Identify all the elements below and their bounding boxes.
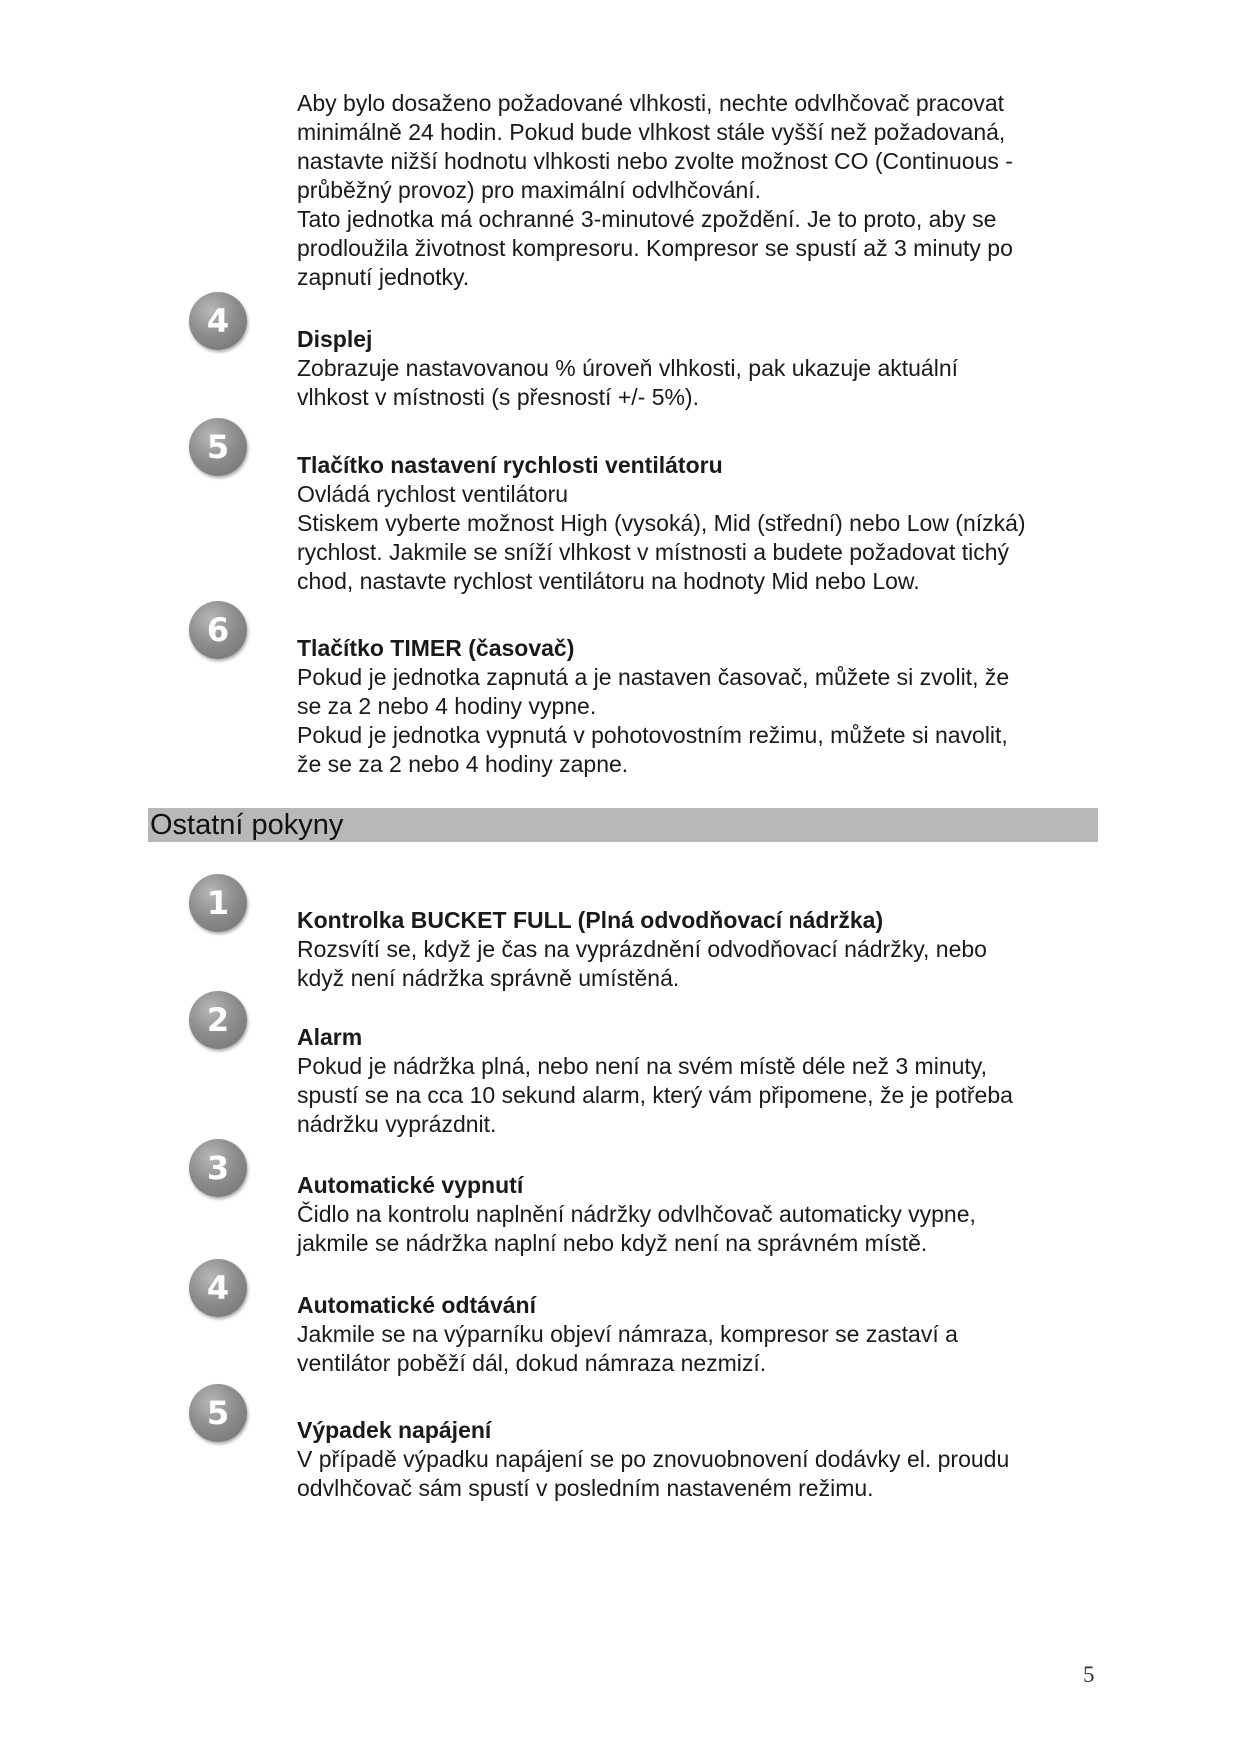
item-line: Pokud je nádržka plná, nebo není na svém místě déle než 3 minuty,: [297, 1053, 987, 1079]
item-line: když není nádržka správně umístěná.: [297, 965, 680, 991]
intro-line: minimálně 24 hodin. Pokud bude vlhkost stále vyšší než požadovaná,: [297, 119, 1006, 145]
item-line: Jakmile se na výparníku objeví námraza, kompresor se zastaví a: [297, 1321, 958, 1347]
number-circle-icon: 4: [189, 1259, 247, 1317]
control-item-display: [297, 325, 1097, 412]
intro-paragraph: [297, 89, 1097, 292]
item-line: Pokud je jednotka vypnutá v pohotovostním režimu, můžete si navolit,: [297, 722, 1008, 748]
intro-line: průběžný provoz) pro maximální odvlhčování.: [297, 177, 762, 203]
number-circle-icon: 6: [189, 601, 247, 659]
item-line: Ovládá rychlost ventilátoru: [297, 481, 569, 507]
number-circle-icon: 5: [189, 418, 247, 476]
intro-line: zapnutí jednotky.: [297, 264, 470, 290]
item-line: Čidlo na kontrolu naplnění nádržky odvlhčovač automaticky vypne,: [297, 1201, 976, 1227]
item-title: Tlačítko TIMER (časovač): [297, 635, 575, 661]
number-circle-icon: 5: [189, 1384, 247, 1442]
item-line: chod, nastavte rychlost ventilátoru na hodnoty Mid nebo Low.: [297, 568, 920, 594]
intro-line: nastavte nižší hodnotu vlhkosti nebo zvolte možnost CO (Continuous -: [297, 148, 1013, 174]
item-title: Tlačítko nastavení rychlosti ventilátoru: [297, 452, 723, 478]
intro-line: Aby bylo dosaženo požadované vlhkosti, nechte odvlhčovač pracovat: [297, 90, 1005, 116]
item-line: spustí se na cca 10 sekund alarm, který vám připomene, že je potřeba: [297, 1082, 1013, 1108]
other-item-alarm: [297, 1023, 1097, 1139]
other-item-auto-defrost: [297, 1291, 1097, 1378]
number-circle-icon: 2: [189, 991, 247, 1049]
item-line: Stiskem vyberte možnost High (vysoká), Mid (střední) nebo Low (nízká): [297, 510, 1026, 536]
item-line: vlhkost v místnosti (s přesností +/- 5%).: [297, 384, 699, 410]
item-line: jakmile se nádržka naplní nebo když není na správném místě.: [297, 1230, 928, 1256]
other-item-auto-off: [297, 1171, 1097, 1258]
item-line: Zobrazuje nastavovanou % úroveň vlhkosti, pak ukazuje aktuální: [297, 355, 959, 381]
item-line: Pokud je jednotka zapnutá a je nastaven časovač, můžete si zvolit, že: [297, 664, 1010, 690]
number-circle-icon: 3: [189, 1139, 247, 1197]
other-item-bucket-full: [297, 906, 1097, 993]
section-header: Ostatní pokyny: [148, 808, 1098, 842]
intro-line: Tato jednotka má ochranné 3-minutové zpoždění. Je to proto, aby se: [297, 206, 997, 232]
item-title: Výpadek napájení: [297, 1417, 492, 1443]
other-item-power-failure: [297, 1416, 1097, 1503]
item-line: nádržku vyprázdnit.: [297, 1111, 497, 1137]
item-title: Kontrolka BUCKET FULL (Plná odvodňovací nádržka): [297, 907, 884, 933]
item-title: Automatické vypnutí: [297, 1172, 524, 1198]
control-item-fan-speed: [297, 451, 1097, 596]
item-title: Automatické odtávání: [297, 1292, 536, 1318]
page-number: 5: [1083, 1662, 1095, 1687]
item-line: že se za 2 nebo 4 hodiny zapne.: [297, 751, 629, 777]
item-title: Alarm: [297, 1024, 363, 1050]
control-item-timer: [297, 634, 1097, 779]
number-circle-icon: 4: [189, 292, 247, 350]
item-line: Rozsvítí se, když je čas na vyprázdnění odvodňovací nádržky, nebo: [297, 936, 987, 962]
item-line: se za 2 nebo 4 hodiny vypne.: [297, 693, 597, 719]
item-line: V případě výpadku napájení se po znovuobnovení dodávky el. proudu: [297, 1446, 1010, 1472]
intro-line: prodloužila životnost kompresoru. Kompresor se spustí až 3 minuty po: [297, 235, 1013, 261]
item-line: ventilátor poběží dál, dokud námraza nezmizí.: [297, 1350, 767, 1376]
item-title: Displej: [297, 326, 373, 352]
number-circle-icon: 1: [189, 874, 247, 932]
item-line: odvlhčovač sám spustí v posledním nastaveném režimu.: [297, 1475, 874, 1501]
item-line: rychlost. Jakmile se sníží vlhkost v místnosti a budete požadovat tichý: [297, 539, 1010, 565]
